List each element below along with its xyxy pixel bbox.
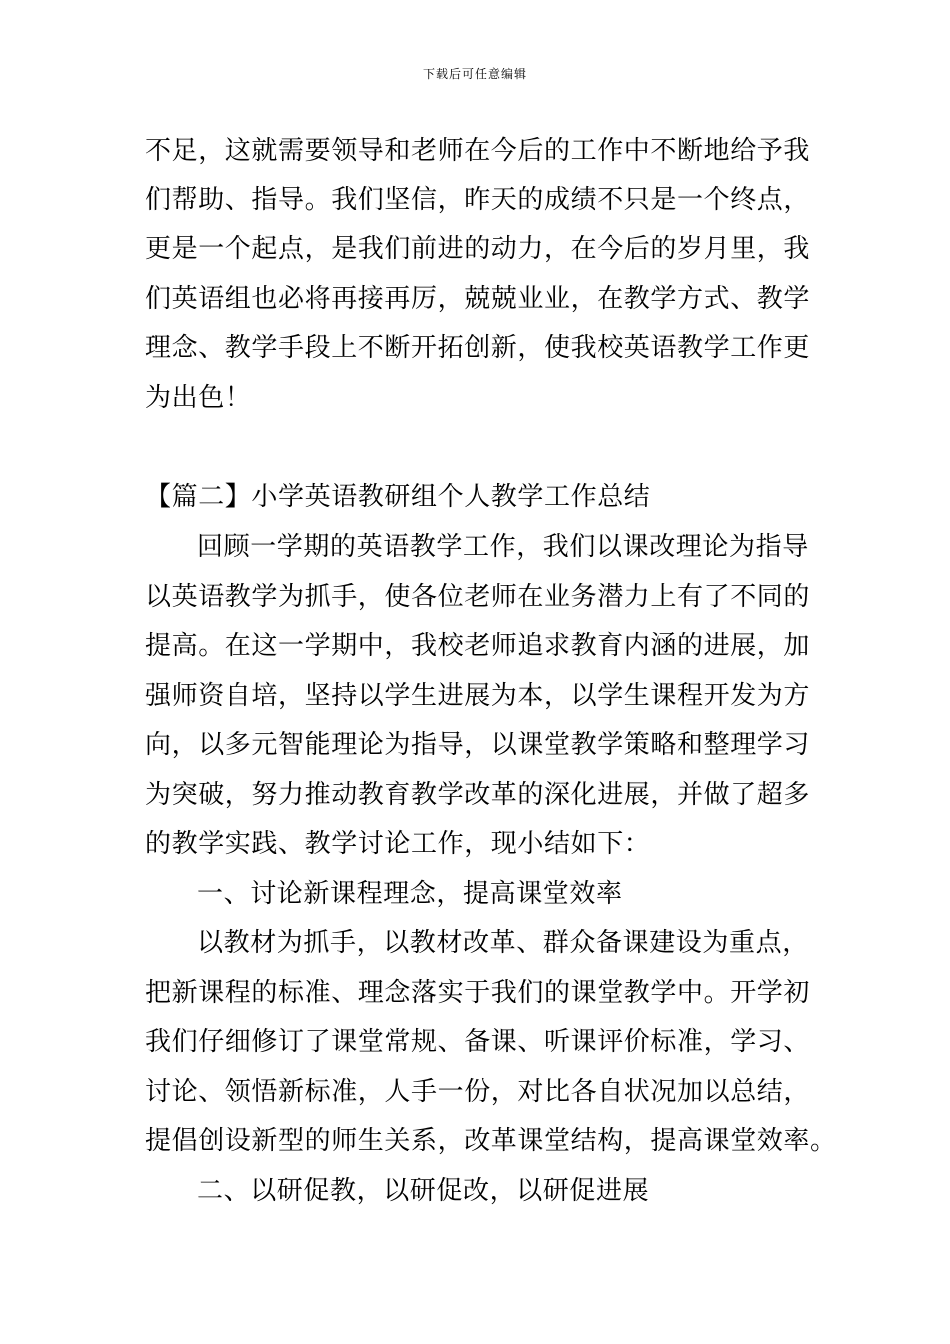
paragraph-line: 讨论、领悟新标准，人手一份，对比各自状况加以总结， [145,1077,811,1107]
paragraph-line: 提高。在这一学期中，我校老师追求教育内涵的进展，加 [145,631,811,661]
paragraph-line: 的教学实践、教学讨论工作，现小结如下： [145,829,651,859]
paragraph-line: 为出色！ [145,383,252,413]
paragraph-line: 以英语教学为抓手，使各位老师在业务潜力上有了不同的 [145,582,811,612]
paragraph-line: 把新课程的标准、理念落实于我们的课堂教学中。开学初 [145,978,811,1008]
section-title: 【篇二】小学英语教研组个人教学工作总结 [145,482,651,512]
paragraph-line: 强师资自培，坚持以学生进展为本，以学生课程开发为方 [145,681,811,711]
page-header: 下载后可任意编辑 [422,67,527,81]
subheading: 二、以研促教，以研促改，以研促进展 [197,1176,650,1206]
subheading: 一、讨论新课程理念，提高课堂效率 [197,879,623,909]
paragraph-line: 为突破，努力推动教育教学改革的深化进展，并做了超多 [145,780,811,810]
paragraph-line: 我们仔细修订了课堂常规、备课、听课评价标准，学习、 [145,1027,811,1057]
paragraph-line: 们帮助、指导。我们坚信，昨天的成绩不只是一个终点， [145,185,811,215]
paragraph-line: 理念、教学手段上不断开拓创新，使我校英语教学工作更 [145,333,811,363]
paragraph-line: 提倡创设新型的师生关系，改革课堂结构，提高课堂效率。 [145,1126,837,1156]
paragraph-line: 更是一个起点，是我们前进的动力，在今后的岁月里，我 [145,234,811,264]
paragraph-line: 回顾一学期的英语教学工作，我们以课改理论为指导 [197,532,809,562]
paragraph-line: 们英语组也必将再接再厉，兢兢业业，在教学方式、教学 [145,284,811,314]
paragraph-line: 以教材为抓手，以教材改革、群众备课建设为重点， [197,928,809,958]
paragraph-line: 不足，这就需要领导和老师在今后的工作中不断地给予我 [145,136,811,166]
paragraph-line: 向，以多元智能理论为指导，以课堂教学策略和整理学习 [145,730,811,760]
